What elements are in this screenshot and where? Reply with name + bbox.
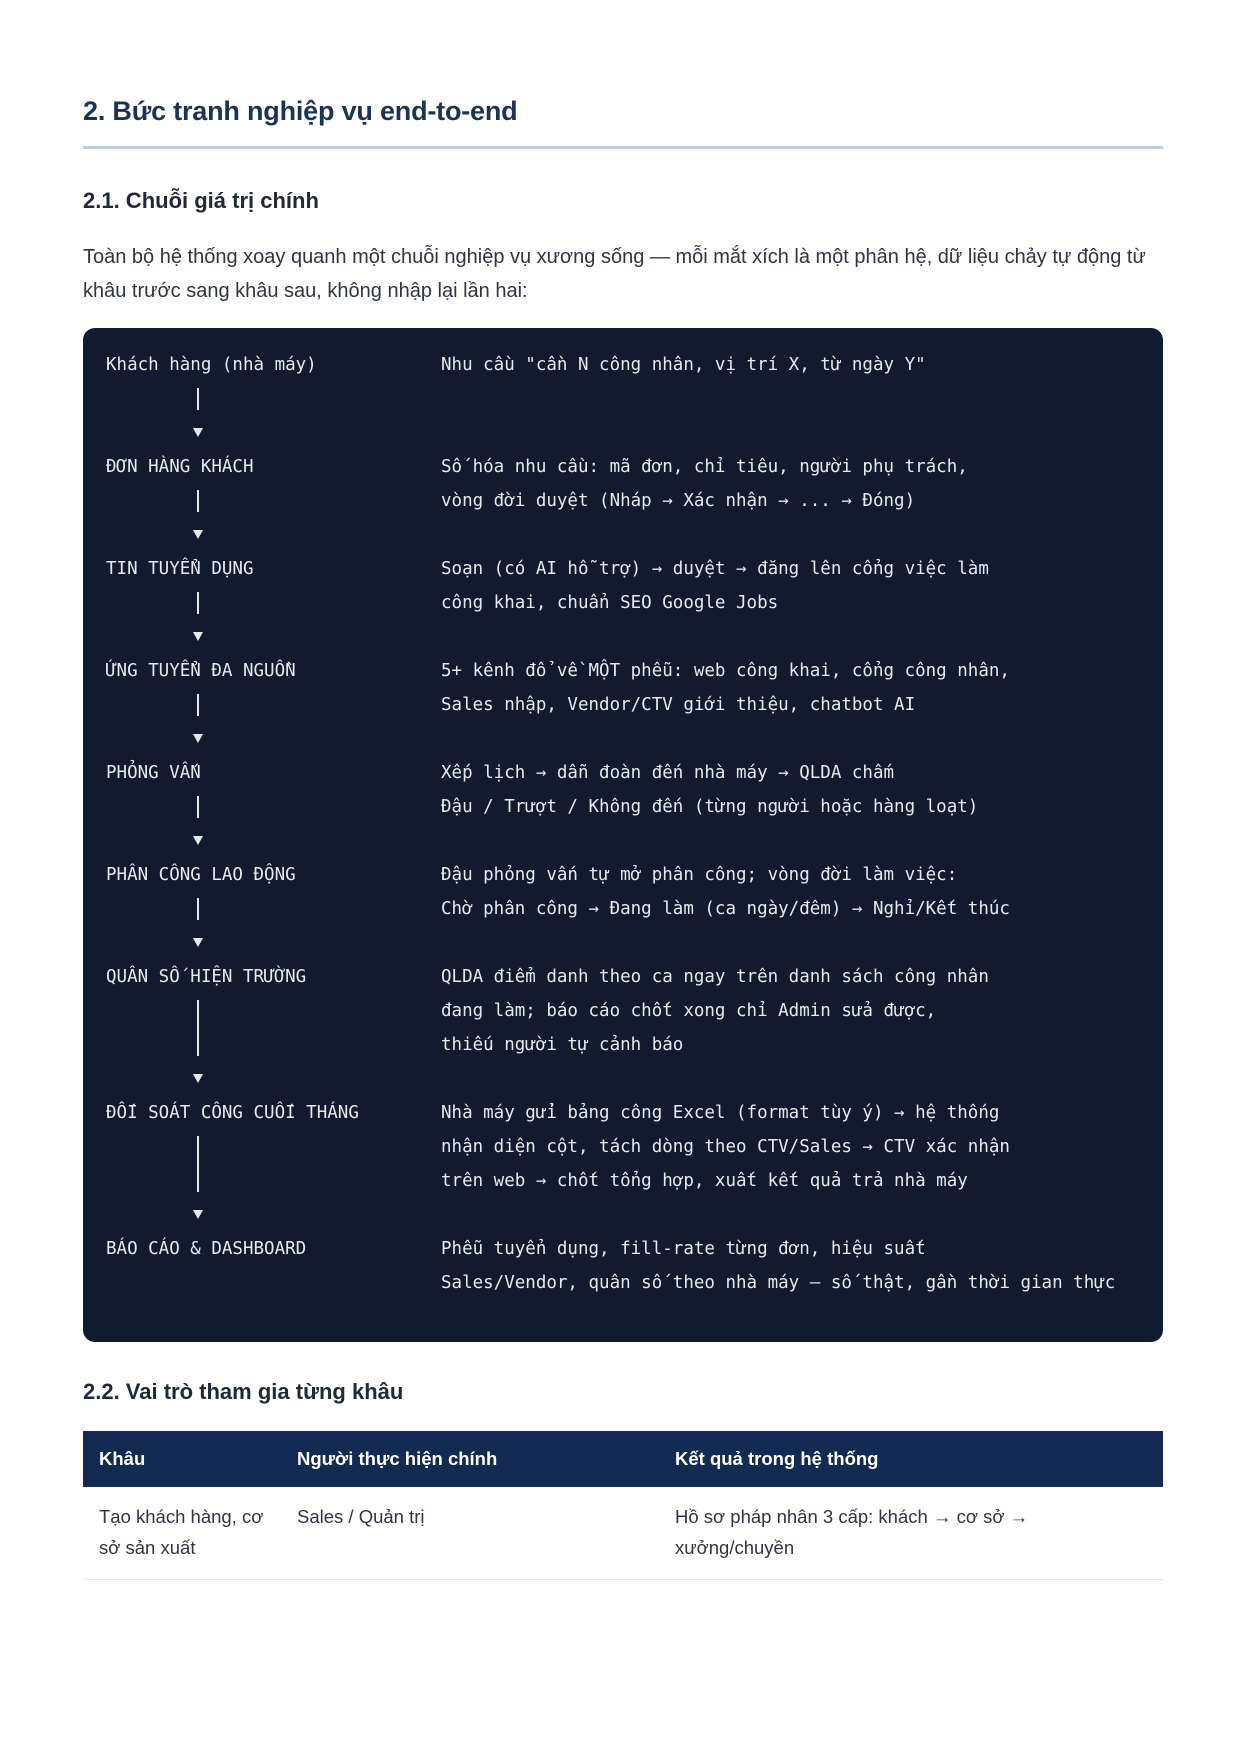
flow-arrow-down-icon — [193, 734, 203, 743]
flow-stage-label: PHỎNG VẤN — [106, 763, 201, 783]
flow-arrow-down-icon — [193, 632, 203, 641]
value-chain-code-block — [83, 328, 1163, 1342]
flow-connector-line — [197, 1136, 199, 1192]
flow-stage-description: Nhu cầu "cần N công nhân, vị trí X, từ ngày Y" — [441, 355, 926, 375]
flow-connector-line — [197, 694, 199, 716]
flow-stage-description: đang làm; báo cáo chốt xong chỉ Admin sửa được, — [441, 1001, 937, 1021]
section-heading: 2. Bức tranh nghiệp vụ end-to-end — [83, 96, 518, 126]
flow-stage-description: Số hóa nhu cầu: mã đơn, chỉ tiêu, người phụ trách, — [441, 457, 968, 477]
flow-stage-description: Chờ phân công → Đang làm (ca ngày/đêm) → Nghỉ/Kết thúc — [441, 899, 1010, 919]
flow-arrow-down-icon — [193, 1210, 203, 1219]
table-cell-stage: Tạo khách hàng, cơ sở sản xuất — [83, 1487, 281, 1580]
flow-stage-description: công khai, chuẩn SEO Google Jobs — [441, 593, 779, 613]
flow-arrow-down-icon — [193, 428, 203, 437]
table-cell-result: Hồ sơ pháp nhân 3 cấp: khách → cơ sở → xưởng/chuyền — [659, 1487, 1163, 1580]
flow-stage-description: QLDA điểm danh theo ca ngay trên danh sách công nhân — [441, 967, 989, 987]
flow-stage-description: 5+ kênh đổ về MỘT phễu: web công khai, cổng công nhân, — [441, 661, 1010, 681]
flow-arrow-down-icon — [193, 1074, 203, 1083]
flow-stage-description: Đậu / Trượt / Không đến (từng người hoặc hàng loạt) — [441, 797, 979, 817]
flow-stage-label: ĐỐI SOÁT CÔNG CUỐI THÁNG — [106, 1103, 359, 1123]
flow-connector-line — [197, 490, 199, 512]
flow-arrow-down-icon — [193, 530, 203, 539]
table-header-row — [83, 1431, 1163, 1487]
flow-stage-description: Sales nhập, Vendor/CTV giới thiệu, chatbot AI — [441, 695, 916, 715]
column-header-result: Kết quả trong hệ thống — [659, 1431, 1163, 1487]
subsection-heading-value-chain: 2.1. Chuỗi giá trị chính — [83, 188, 319, 213]
flow-arrow-down-icon — [193, 836, 203, 845]
flow-stage-description: Sales/Vendor, quân số theo nhà máy — số thật, gần thời gian thực — [441, 1273, 1116, 1293]
flow-stage-description: Phễu tuyển dụng, fill-rate từng đơn, hiệu suất — [441, 1239, 926, 1259]
flow-stage-description: vòng đời duyệt (Nháp → Xác nhận → ... → Đóng) — [441, 491, 916, 511]
flow-stage-label: TIN TUYỂN DỤNG — [106, 559, 254, 579]
flow-stage-label: ĐƠN HÀNG KHÁCH — [106, 457, 254, 477]
flow-connector-line — [197, 898, 199, 920]
table-row — [83, 1487, 1163, 1580]
flow-stage-description: Đậu phỏng vấn tự mở phân công; vòng đời làm việc: — [441, 865, 958, 885]
flow-stage-description: trên web → chốt tổng hợp, xuất kết quả trả nhà máy — [441, 1171, 968, 1191]
flow-stage-label: Khách hàng (nhà máy) — [106, 355, 317, 375]
flow-connector-line — [197, 1000, 199, 1056]
flow-stage-label: ỨNG TUYỂN ĐA NGUỒN — [106, 661, 296, 681]
intro-paragraph: Toàn bộ hệ thống xoay quanh một chuỗi nghiệp vụ xương sống — mỗi mắt xích là một phân hệ, dữ liệu chảy tự động từ khâu trước sang khâu sau, không nhập lại lần hai: — [83, 246, 1146, 302]
flow-stage-description: Xếp lịch → dẫn đoàn đến nhà máy → QLDA chấm — [441, 763, 895, 783]
subsection-heading-roles: 2.2. Vai trò tham gia từng khâu — [83, 1379, 404, 1404]
flow-stage-label: BÁO CÁO & DASHBOARD — [106, 1239, 307, 1259]
flow-connector-line — [197, 388, 199, 410]
column-header-performer: Người thực hiện chính — [281, 1431, 659, 1487]
flow-arrow-down-icon — [193, 938, 203, 947]
flow-stage-description: nhận diện cột, tách dòng theo CTV/Sales → CTV xác nhận — [441, 1137, 1010, 1157]
flow-connector-line — [197, 796, 199, 818]
column-header-stage: Khâu — [83, 1431, 281, 1487]
flow-stage-description: Soạn (có AI hỗ trợ) → duyệt → đăng lên cổng việc làm — [441, 559, 989, 579]
flow-stage-description: Nhà máy gửi bảng công Excel (format tùy ý) → hệ thống — [441, 1103, 1000, 1123]
roles-table — [83, 1431, 1163, 1580]
flow-stage-description: thiếu người tự cảnh báo — [441, 1035, 684, 1055]
flow-stage-label: QUÂN SỐ HIỆN TRƯỜNG — [106, 967, 307, 987]
heading-divider — [83, 146, 1163, 149]
flow-connector-line — [197, 592, 199, 614]
table-cell-performer: Sales / Quản trị — [281, 1487, 659, 1580]
flow-stage-label: PHÂN CÔNG LAO ĐỘNG — [106, 865, 296, 885]
